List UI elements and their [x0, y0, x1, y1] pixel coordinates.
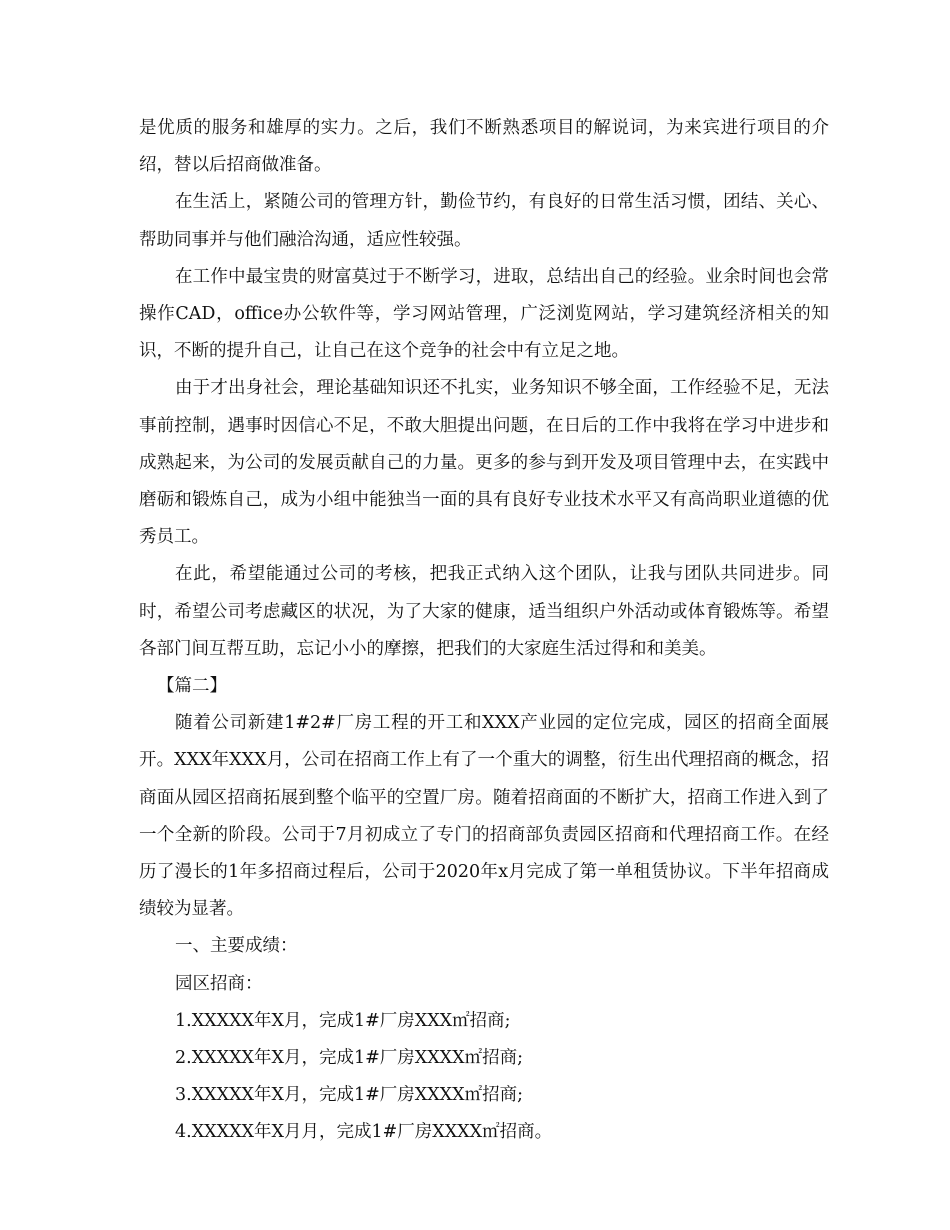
paragraph-learning: 在工作中最宝贵的财富莫过于不断学习，进取，总结出自己的经验。业余时间也会常操作CAD，office办公软件等，学习网站管理，广泛浏览网站，学习建筑经济相关的知识，不断的提升自己，让自己在这个竞争的社会中有立足之地。 — [139, 266, 829, 362]
paragraph-investment-intro: 随着公司新建1#2#厂房工程的开工和XXX产业园的定位完成，园区的招商全面展开。XXX年XXX月，公司在招商工作上有了一个重大的调整，衍生出代理招商的概念，招商面从园区招商拓展到整个临平的空置厂房。随着招商面的不断扩大，招商工作进入到了一个全新的阶段。公司于7月初成立了专门的招商部负责园区招商和代理招商工作。在经历了漫长的1年多招商过程后，公司于2020年x月完成了第一单租赁协议。下半年招商成绩较为显著。 — [139, 713, 829, 920]
paragraph-continuation: 是优质的服务和雄厚的实力。之后，我们不断熟悉项目的解说词，为来宾进行项目的介绍，替以后招商做准备。 — [139, 118, 829, 176]
paragraph-hopes: 在此，希望能通过公司的考核，把我正式纳入这个团队，让我与团队共同进步。同时，希望公司考虑藏区的状况，为了大家的健康，适当组织户外活动或体育锻炼等。希望各部门间互帮互助，忘记小小的摩擦，把我们的大家庭生活过得和和美美。 — [139, 564, 829, 659]
list-item: 4.XXXXX年X月月，完成1#厂房XXXX㎡招商。 — [175, 1122, 553, 1143]
section-heading-part-two: 【篇二】 — [157, 676, 227, 697]
list-item: 3.XXXXX年X月，完成1#厂房XXXX㎡招商; — [175, 1085, 523, 1106]
subheading-main-achievements: 一、主要成绩： — [175, 936, 298, 957]
subheading-park-investment: 园区招商： — [175, 973, 263, 994]
paragraph-life: 在生活上，紧随公司的管理方针，勤俭节约，有良好的日常生活习惯，团结、关心、帮助同事并与他们融洽沟通，适应性较强。 — [139, 192, 829, 250]
list-item: 1.XXXXX年X月，完成1#厂房XXX㎡招商; — [175, 1010, 511, 1031]
list-item: 2.XXXXX年X月，完成1#厂房XXXX㎡招商; — [175, 1048, 523, 1069]
document-body — [139, 110, 829, 1152]
paragraph-shortcomings: 由于才出身社会，理论基础知识还不扎实，业务知识不够全面，工作经验不足，无法事前控制，遇事时因信心不足，不敢大胆提出问题，在日后的工作中我将在学习中进步和成熟起来，为公司的发展贡献自己的力量。更多的参与到开发及项目管理中去，在实践中磨砺和锻炼自己，成为小组中能独当一面的具有良好专业技术水平又有高尚职业道德的优秀员工。 — [139, 378, 829, 548]
